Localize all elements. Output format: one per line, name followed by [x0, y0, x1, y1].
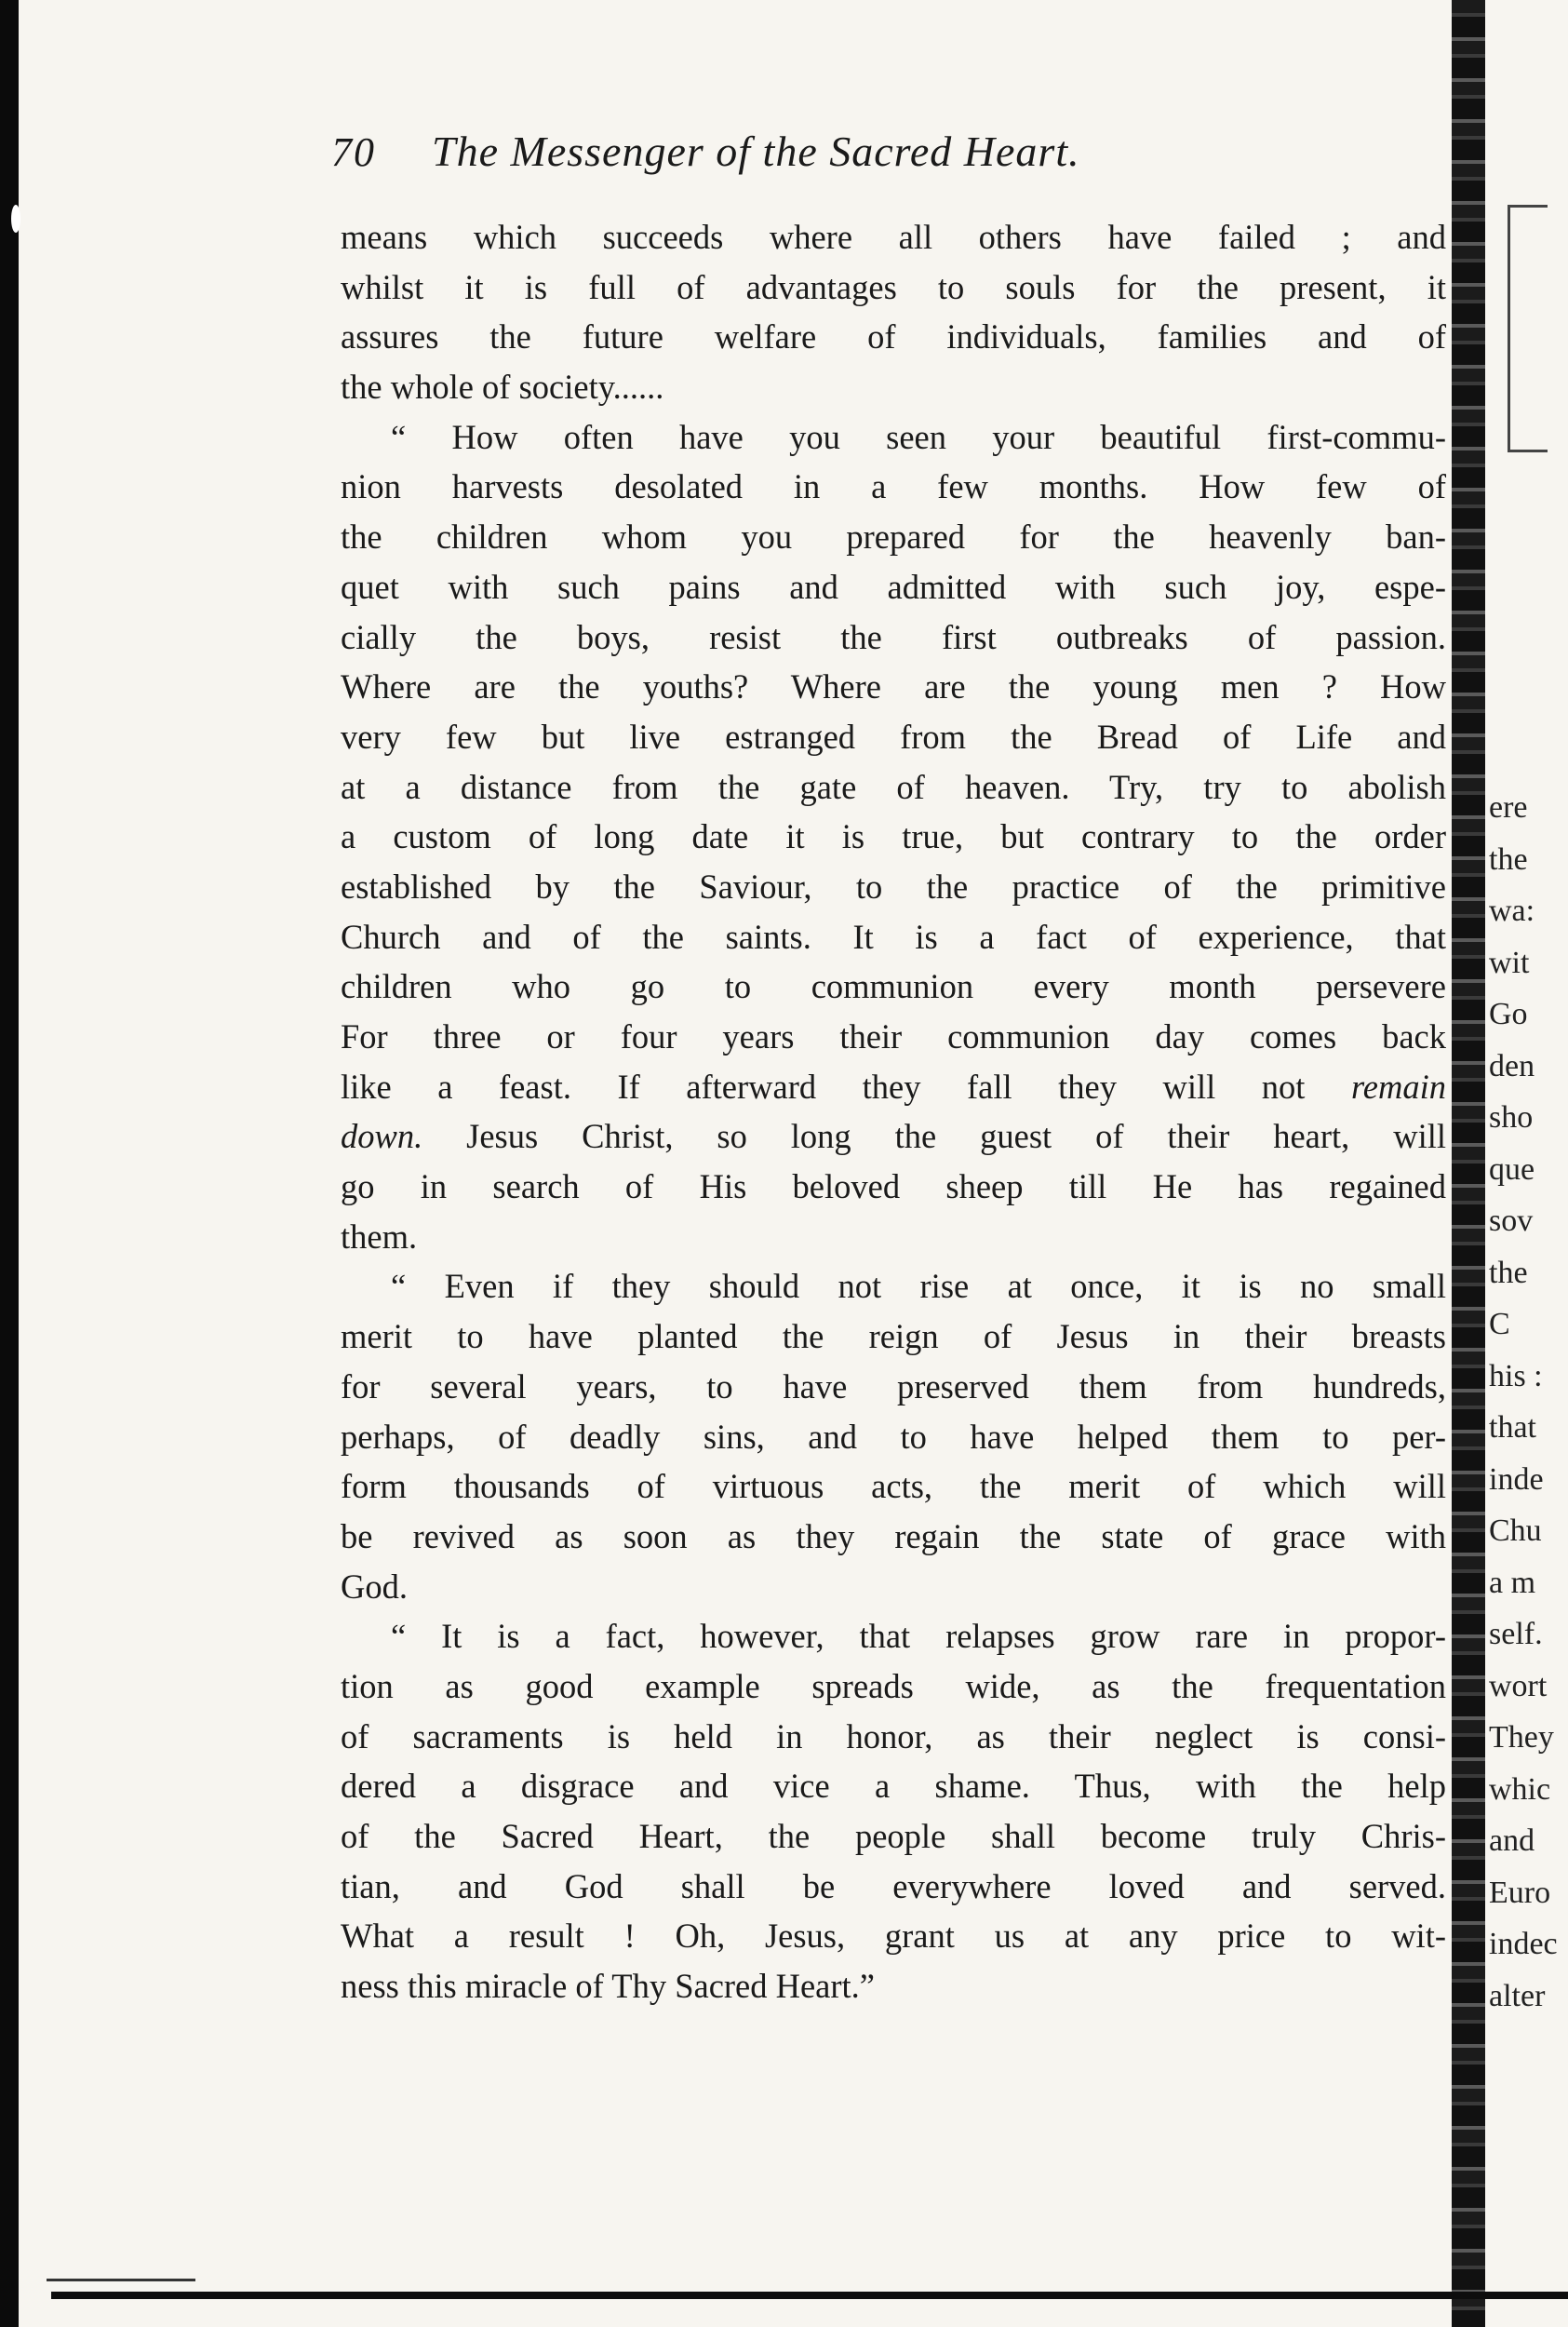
paragraph — [341, 1261, 1446, 1611]
text-line: tian, and God shall be everywhere loved and served. — [341, 1866, 1446, 1905]
text-line: for several years, to have preserved them from hundreds, — [341, 1366, 1446, 1406]
text-line: “ It is a fact, however, that relapses grow rare in propor- — [391, 1617, 1446, 1656]
adjacent-page-fragment: sho — [1489, 1100, 1534, 1135]
running-header — [331, 127, 1308, 182]
text-line: assures the future welfare of individuals, families and of — [341, 317, 1446, 356]
text-line: of the Sacred Heart, the people shall become truly Chris- — [341, 1817, 1446, 1855]
text-line: a custom of long date it is true, but contrary to the order — [341, 817, 1446, 856]
adjacent-page-fragment: den — [1489, 1048, 1535, 1083]
text-line: like a feast. If afterward they fall they will not remain — [341, 1067, 1446, 1106]
text-line: nion harvests desolated in a few months. How few of — [341, 467, 1446, 506]
text-line: down. Jesus Christ, so long the guest of their heart, will — [341, 1117, 1446, 1156]
adjacent-page-fragment: wa: — [1489, 894, 1535, 928]
adjacent-page-fragment: whic — [1489, 1771, 1551, 1807]
scan-left-border — [0, 0, 19, 2327]
text-line: “ How often have you seen your beautiful first-commu- — [391, 417, 1446, 456]
scan-artifact — [11, 205, 20, 233]
text-line: very few but live estranged from the Bread of Life and — [341, 717, 1446, 756]
adjacent-page-fragment: the — [1489, 841, 1528, 877]
text-line: What a result ! Oh, Jesus, grant us at any price to wit- — [341, 1917, 1446, 1956]
adjacent-page-fragment: C — [1489, 1307, 1510, 1341]
text-line: quet with such pains and admitted with such joy, espe- — [341, 567, 1446, 606]
adjacent-page-fragment: Go — [1489, 997, 1528, 1031]
text-line: For three or four years their communion day comes back — [341, 1017, 1446, 1056]
adjacent-page-fragment: a m — [1489, 1565, 1536, 1600]
adjacent-page-fragment: alter — [1489, 1978, 1546, 2013]
text-line: cially the boys, resist the first outbreaks of passion. — [341, 617, 1446, 656]
adjacent-page-fragment: inde — [1489, 1461, 1544, 1497]
text-line: God. — [341, 1567, 408, 1606]
body-text — [341, 212, 1446, 2011]
adjacent-page-fragment: Euro — [1489, 1875, 1551, 1910]
adjacent-page-fragment: his : — [1489, 1358, 1543, 1393]
adjacent-page-fragment: and — [1489, 1823, 1535, 1858]
text-line: at a distance from the gate of heaven. Try, try to abolish — [341, 767, 1446, 806]
text-line: means which succeeds where all others have failed ; and — [341, 218, 1446, 256]
text-line: children who go to communion every month persevere — [341, 967, 1446, 1006]
text-line: form thousands of virtuous acts, the merit of which will — [341, 1467, 1446, 1506]
text-line: go in search of His beloved sheep till He has regained — [341, 1167, 1446, 1206]
text-line: “ Even if they should not rise at once, it is no small — [391, 1267, 1446, 1306]
adjacent-page-fragment: que — [1489, 1151, 1535, 1187]
scan-bottom-border — [51, 2292, 1568, 2299]
text-line: ness this miracle of Thy Sacred Heart.” — [341, 1967, 876, 2006]
adjacent-page-fragment: the — [1489, 1255, 1528, 1290]
adjacent-page-fragment: indec — [1489, 1927, 1558, 1961]
page-number: 70 — [331, 129, 376, 175]
text-line: dered a disgrace and vice a shame. Thus, with the help — [341, 1767, 1446, 1806]
paragraph — [341, 212, 1446, 412]
text-line: the whole of society...... — [341, 368, 664, 407]
adjacent-page-fragment: ere — [1489, 790, 1528, 825]
scan-artifact-line — [47, 2279, 195, 2281]
text-line: Where are the youths? Where are the young men ? How — [341, 667, 1446, 706]
text-line: Church and of the saints. It is a fact of experience, that — [341, 917, 1446, 956]
text-line: be revived as soon as they regain the state of grace with — [341, 1516, 1446, 1555]
adjacent-page-fragment: sov — [1489, 1204, 1534, 1238]
paragraph — [341, 412, 1446, 1262]
book-spine-gutter — [1452, 0, 1485, 2327]
paragraph — [341, 1611, 1446, 2011]
text-line: perhaps, of deadly sins, and to have helped them to per- — [341, 1417, 1446, 1456]
text-line: the children whom you prepared for the heavenly ban- — [341, 518, 1446, 557]
adjacent-page-fragments — [1489, 782, 1563, 2022]
adjacent-page-fragment: self. — [1489, 1617, 1543, 1651]
adjacent-page-fragment: They — [1489, 1720, 1554, 1755]
library-stamp-bracket — [1508, 205, 1548, 452]
text-line: them. — [341, 1217, 418, 1256]
text-line: of sacraments is held in honor, as their neglect is consi- — [341, 1716, 1446, 1755]
adjacent-page-fragment: that — [1489, 1410, 1536, 1445]
adjacent-page-fragment: wort — [1489, 1668, 1548, 1703]
running-title: The Messenger of the Sacred Heart. — [432, 128, 1080, 175]
adjacent-page-fragment: wit — [1489, 945, 1530, 980]
text-line: whilst it is full of advantages to souls for the present, it — [341, 267, 1446, 306]
adjacent-page-fragment: Chu — [1489, 1513, 1542, 1548]
text-line: established by the Saviour, to the practice of the primitive — [341, 867, 1446, 906]
text-line: tion as good example spreads wide, as the frequentation — [341, 1666, 1446, 1705]
text-line: merit to have planted the reign of Jesus in their breasts — [341, 1317, 1446, 1356]
